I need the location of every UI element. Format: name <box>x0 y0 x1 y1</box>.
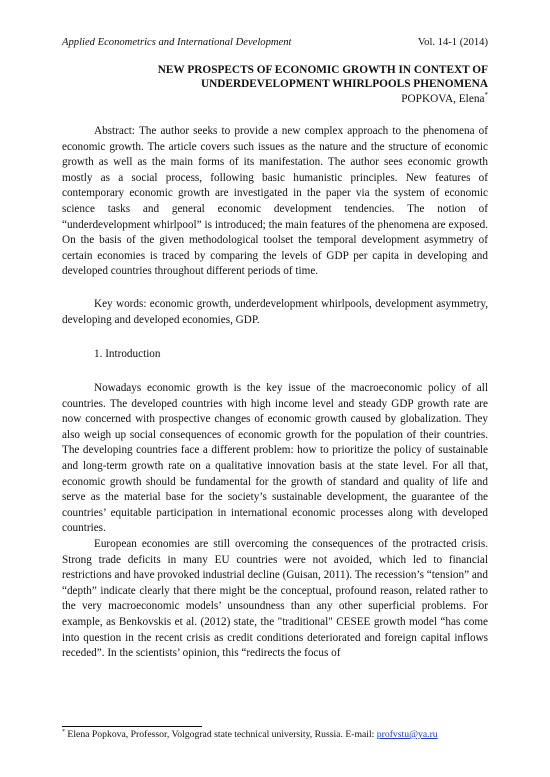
footnote-text: Elena Popkova, Professor, Volgograd state technical university, Russia. E-mail: <box>65 729 377 740</box>
intro-paragraph-1: Nowadays economic growth is the key issue of the macroeconomic policy of all countries. The developed countries with high income level and steady GDP growth rate are now concerned with prospective changes of economic growth caused by globalization. They also weigh up social consequences of economic growth for the population of their countries. The developing countries face a different problem: how to prioritize the policy of sustainable and long-term growth rate on a qualitative innovation basis at the state level. For all that, economic growth should be fundamental for the growth of standard and quality of life and serve as the material base for the society’s sustainable development, the guarantee of the countries’ equitable participation in international economic processes along with developed countries. <box>62 382 488 535</box>
footnote-divider <box>62 726 202 727</box>
author-line <box>62 92 488 106</box>
author-name: POPKOVA, Elena <box>401 93 485 105</box>
title-line-1: NEW PROSPECTS OF ECONOMIC GROWTH IN CONTEXT OF <box>157 64 488 76</box>
author-email-link[interactable]: profvstu@ya.ru <box>376 729 438 740</box>
article-title <box>62 63 488 92</box>
introduction-body <box>62 381 488 662</box>
section-heading: 1. Introduction <box>94 348 161 360</box>
intro-paragraph-2: European economies are still overcoming the consequences of the protracted crisis. Strong trade deficits in many EU countries were not avoided, which led to financial restrictions and have provoked industrial decline (Guisan, 2011). The recession’s “tension” and “depth” indicate clearly that there might be the conceptual, profound reason, related rather to the very macroeconomic models’ unsoundness than any other superficial problems. For example, as Benkovskis et al. (2012) state, the "traditional" CESEE growth model “has come into question in the recent crisis as credit conditions deteriorated and foreign capital inflows receded”. In the scientists’ opinion, this “redirects the focus of <box>62 537 488 660</box>
footnote <box>62 729 510 741</box>
keywords-paragraph: Key words: economic growth, underdevelopment whirlpools, development asymmetry, developing and developed economies, GDP. <box>62 298 488 326</box>
abstract-block <box>62 124 488 280</box>
title-line-2: UNDERDEVELOPMENT WHIRLPOOLS PHENOMENA <box>200 78 488 91</box>
journal-name: Applied Econometrics and International Development <box>62 37 292 48</box>
abstract-paragraph: Abstract: The author seeks to provide a new complex approach to the phenomena of economic growth. The article covers such issues as the nature and the structure of economic growth as well as the main forms of its manifestation. The author sees economic growth mostly as a social process, following basic humanistic principles. New features of contemporary economic growth are investigated in the paper via the system of economic science tasks and general economic development tendencies. The notion of “underdevelopment whirlpool” is introduced; the main features of the phenomena are exposed. On the basis of the given methodological toolset the temporal development asymmetry of certain economies is traced by comparing the levels of GDP per capita in developing and developed countries throughout different periods of time. <box>62 125 488 278</box>
footnote-mark: * <box>62 728 65 735</box>
keywords-block <box>62 297 488 328</box>
author-footnote-mark: * <box>484 91 488 100</box>
volume-info: Vol. 14-1 (2014) <box>417 37 488 48</box>
